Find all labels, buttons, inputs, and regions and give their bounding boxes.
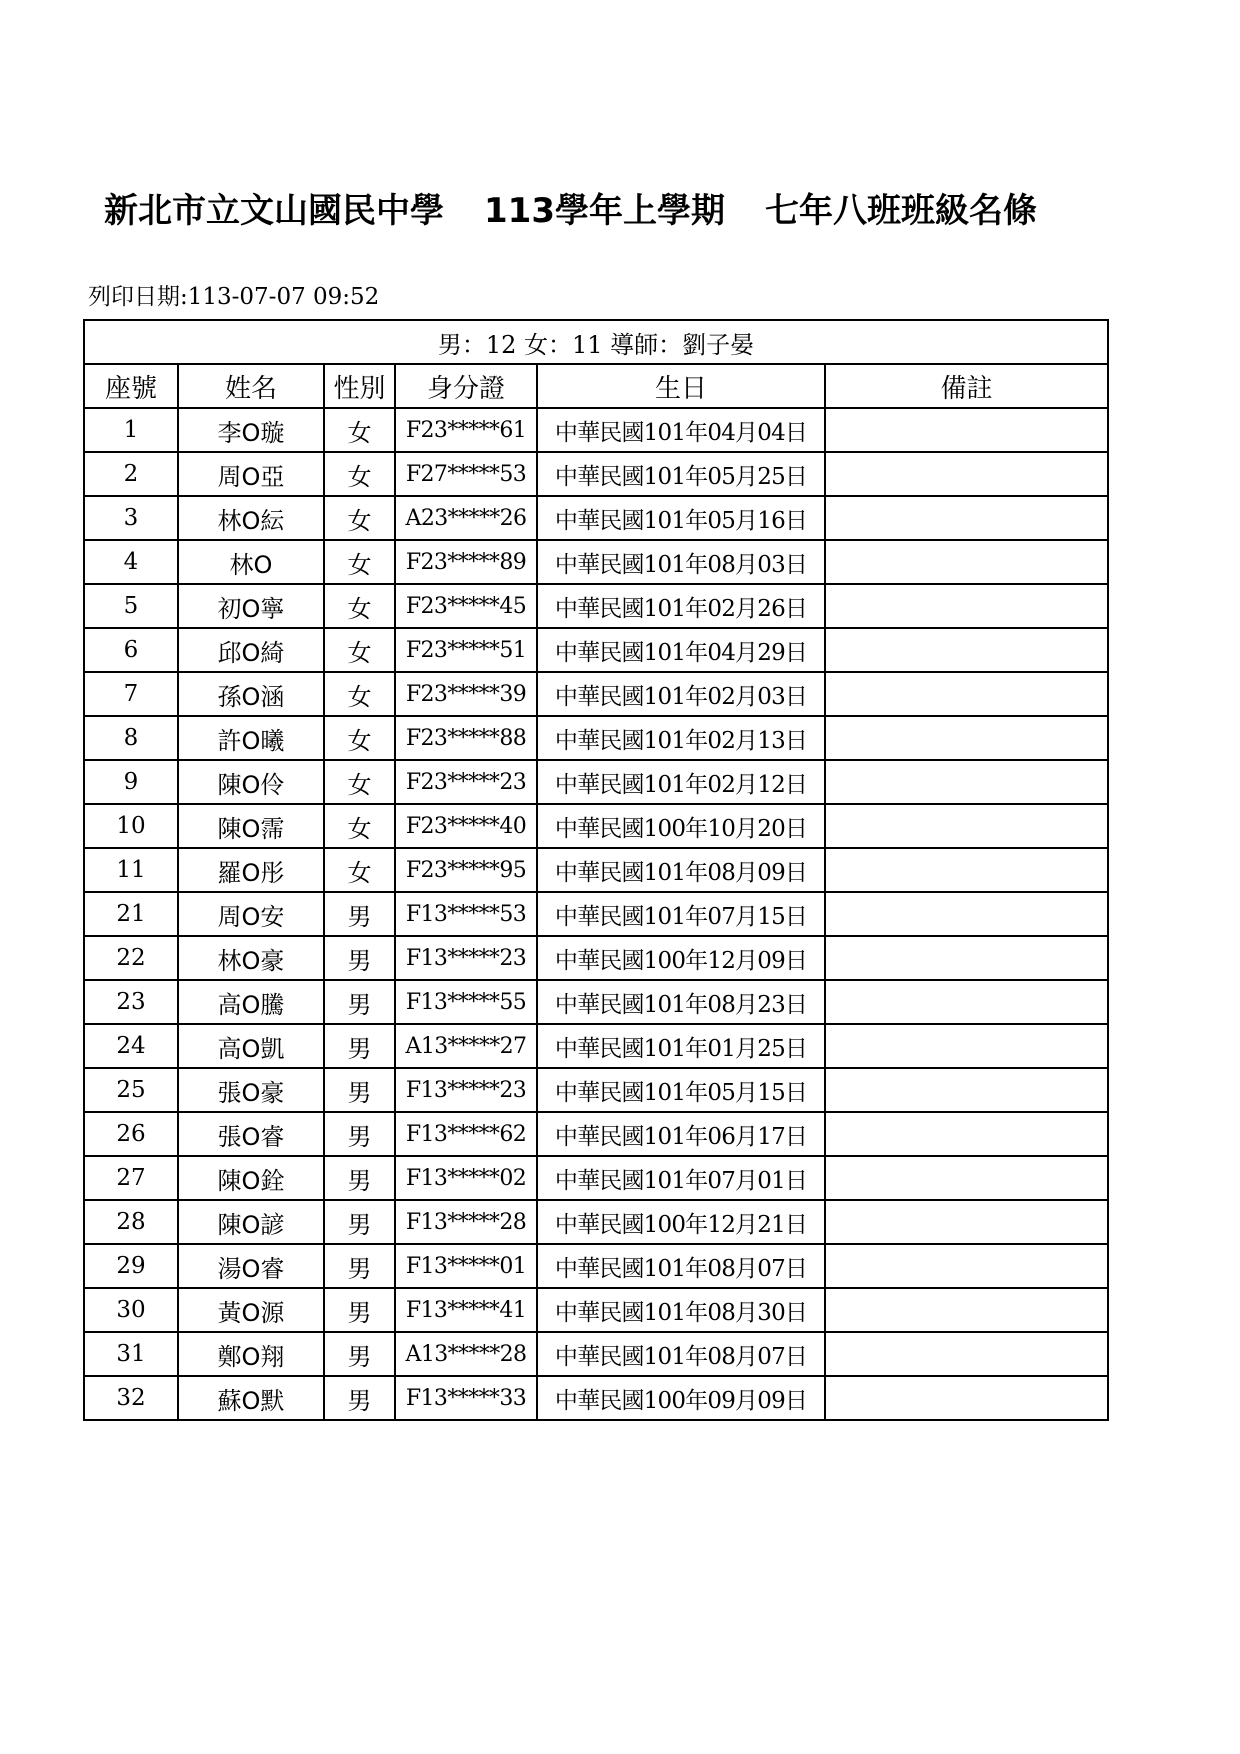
name-cell: 蘇O默 <box>178 1376 324 1420</box>
table-row <box>84 848 1108 892</box>
gender-cell: 男 <box>324 1332 395 1376</box>
column-header-id: 身分證 <box>395 364 537 408</box>
id-number-cell: F27*****53 <box>395 452 537 496</box>
seat-cell: 26 <box>84 1112 178 1156</box>
class-roster-table <box>83 319 1109 1421</box>
table-row <box>84 804 1108 848</box>
id-number-cell: F23*****23 <box>395 760 537 804</box>
table-row <box>84 760 1108 804</box>
birthday-cell: 中華民國101年04月04日 <box>537 408 825 452</box>
name-cell: 高O騰 <box>178 980 324 1024</box>
header-row <box>84 364 1108 408</box>
birthday-cell: 中華民國101年05月15日 <box>537 1068 825 1112</box>
seat-cell: 3 <box>84 496 178 540</box>
gender-cell: 女 <box>324 760 395 804</box>
id-number-cell: F13*****01 <box>395 1244 537 1288</box>
note-cell <box>825 452 1108 496</box>
gender-cell: 男 <box>324 1156 395 1200</box>
name-cell: 許O曦 <box>178 716 324 760</box>
name-cell: 周O安 <box>178 892 324 936</box>
note-cell <box>825 892 1108 936</box>
gender-cell: 女 <box>324 452 395 496</box>
seat-cell: 22 <box>84 936 178 980</box>
note-cell <box>825 980 1108 1024</box>
seat-cell: 24 <box>84 1024 178 1068</box>
class-title: 七年八班班級名條 <box>764 191 1037 231</box>
column-header-name: 姓名 <box>178 364 324 408</box>
id-number-cell: F23*****51 <box>395 628 537 672</box>
id-number-cell: A13*****27 <box>395 1024 537 1068</box>
name-cell: 林O紜 <box>178 496 324 540</box>
id-number-cell: F13*****02 <box>395 1156 537 1200</box>
id-number-cell: F13*****62 <box>395 1112 537 1156</box>
gender-cell: 女 <box>324 540 395 584</box>
birthday-cell: 中華民國101年07月15日 <box>537 892 825 936</box>
gender-cell: 男 <box>324 892 395 936</box>
id-number-cell: A13*****28 <box>395 1332 537 1376</box>
birthday-cell: 中華民國101年06月17日 <box>537 1112 825 1156</box>
note-cell <box>825 804 1108 848</box>
seat-cell: 23 <box>84 980 178 1024</box>
gender-cell: 女 <box>324 672 395 716</box>
name-cell: 林O <box>178 540 324 584</box>
seat-cell: 32 <box>84 1376 178 1420</box>
id-number-cell: F13*****41 <box>395 1288 537 1332</box>
column-header-gender: 性別 <box>324 364 395 408</box>
birthday-cell: 中華民國101年08月07日 <box>537 1244 825 1288</box>
note-cell <box>825 1112 1108 1156</box>
name-cell: 周O亞 <box>178 452 324 496</box>
id-number-cell: F23*****40 <box>395 804 537 848</box>
seat-cell: 9 <box>84 760 178 804</box>
seat-cell: 6 <box>84 628 178 672</box>
name-cell: 李O璇 <box>178 408 324 452</box>
birthday-cell: 中華民國101年02月12日 <box>537 760 825 804</box>
birthday-cell: 中華民國101年04月29日 <box>537 628 825 672</box>
birthday-cell: 中華民國101年02月26日 <box>537 584 825 628</box>
note-cell <box>825 760 1108 804</box>
note-cell <box>825 936 1108 980</box>
name-cell: 陳O伶 <box>178 760 324 804</box>
seat-cell: 11 <box>84 848 178 892</box>
birthday-cell: 中華民國101年05月25日 <box>537 452 825 496</box>
roster-body <box>84 408 1108 1420</box>
id-number-cell: F23*****88 <box>395 716 537 760</box>
table-row <box>84 672 1108 716</box>
name-cell: 高O凱 <box>178 1024 324 1068</box>
gender-cell: 男 <box>324 1244 395 1288</box>
name-cell: 邱O綺 <box>178 628 324 672</box>
name-cell: 孫O涵 <box>178 672 324 716</box>
seat-cell: 10 <box>84 804 178 848</box>
id-number-cell: A23*****26 <box>395 496 537 540</box>
table-row <box>84 628 1108 672</box>
column-header-note: 備註 <box>825 364 1108 408</box>
seat-cell: 30 <box>84 1288 178 1332</box>
gender-cell: 男 <box>324 1200 395 1244</box>
name-cell: 張O睿 <box>178 1112 324 1156</box>
seat-cell: 31 <box>84 1332 178 1376</box>
seat-cell: 7 <box>84 672 178 716</box>
column-header-seat: 座號 <box>84 364 178 408</box>
note-cell <box>825 1156 1108 1200</box>
id-number-cell: F13*****28 <box>395 1200 537 1244</box>
note-cell <box>825 540 1108 584</box>
table-row <box>84 892 1108 936</box>
table-row <box>84 1288 1108 1332</box>
column-header-birthday: 生日 <box>537 364 825 408</box>
birthday-cell: 中華民國100年12月21日 <box>537 1200 825 1244</box>
id-number-cell: F23*****61 <box>395 408 537 452</box>
seat-cell: 5 <box>84 584 178 628</box>
table-row <box>84 408 1108 452</box>
table-row <box>84 1068 1108 1112</box>
gender-cell: 男 <box>324 1112 395 1156</box>
name-cell: 黃O源 <box>178 1288 324 1332</box>
id-number-cell: F13*****53 <box>395 892 537 936</box>
table-row <box>84 584 1108 628</box>
seat-cell: 21 <box>84 892 178 936</box>
table-row <box>84 1332 1108 1376</box>
summary-cell: 男：12 女：11 導師：劉子晏 <box>84 320 1108 364</box>
name-cell: 羅O彤 <box>178 848 324 892</box>
birthday-cell: 中華民國100年10月20日 <box>537 804 825 848</box>
document-title <box>104 186 1144 236</box>
note-cell <box>825 1200 1108 1244</box>
name-cell: 初O寧 <box>178 584 324 628</box>
table-row <box>84 1200 1108 1244</box>
table-row <box>84 1244 1108 1288</box>
note-cell <box>825 628 1108 672</box>
school-name: 新北市立文山國民中學 <box>104 191 444 231</box>
term-label: 113學年上學期 <box>484 191 725 231</box>
gender-cell: 男 <box>324 1024 395 1068</box>
table-row <box>84 496 1108 540</box>
birthday-cell: 中華民國101年08月23日 <box>537 980 825 1024</box>
birthday-cell: 中華民國101年02月03日 <box>537 672 825 716</box>
birthday-cell: 中華民國100年12月09日 <box>537 936 825 980</box>
id-number-cell: F13*****55 <box>395 980 537 1024</box>
id-number-cell: F23*****45 <box>395 584 537 628</box>
gender-cell: 女 <box>324 408 395 452</box>
table-row <box>84 980 1108 1024</box>
seat-cell: 25 <box>84 1068 178 1112</box>
birthday-cell: 中華民國101年02月13日 <box>537 716 825 760</box>
seat-cell: 27 <box>84 1156 178 1200</box>
table-row <box>84 540 1108 584</box>
note-cell <box>825 1244 1108 1288</box>
table-row <box>84 1156 1108 1200</box>
gender-cell: 女 <box>324 804 395 848</box>
name-cell: 林O豪 <box>178 936 324 980</box>
table-row <box>84 1376 1108 1420</box>
gender-cell: 女 <box>324 848 395 892</box>
name-cell: 張O豪 <box>178 1068 324 1112</box>
note-cell <box>825 1024 1108 1068</box>
gender-cell: 男 <box>324 1376 395 1420</box>
name-cell: 陳O銓 <box>178 1156 324 1200</box>
note-cell <box>825 1376 1108 1420</box>
id-number-cell: F13*****23 <box>395 936 537 980</box>
id-number-cell: F13*****23 <box>395 1068 537 1112</box>
note-cell <box>825 1068 1108 1112</box>
print-date: 列印日期:113-07-07 09:52 <box>88 284 380 310</box>
note-cell <box>825 716 1108 760</box>
summary-row <box>84 320 1108 364</box>
birthday-cell: 中華民國101年01月25日 <box>537 1024 825 1068</box>
birthday-cell: 中華民國101年05月16日 <box>537 496 825 540</box>
id-number-cell: F13*****33 <box>395 1376 537 1420</box>
table-row <box>84 452 1108 496</box>
id-number-cell: F23*****89 <box>395 540 537 584</box>
birthday-cell: 中華民國101年08月03日 <box>537 540 825 584</box>
birthday-cell: 中華民國101年08月07日 <box>537 1332 825 1376</box>
note-cell <box>825 584 1108 628</box>
note-cell <box>825 1288 1108 1332</box>
seat-cell: 4 <box>84 540 178 584</box>
seat-cell: 1 <box>84 408 178 452</box>
name-cell: 陳O霈 <box>178 804 324 848</box>
note-cell <box>825 848 1108 892</box>
seat-cell: 2 <box>84 452 178 496</box>
table-row <box>84 1024 1108 1068</box>
note-cell <box>825 496 1108 540</box>
birthday-cell: 中華民國101年07月01日 <box>537 1156 825 1200</box>
gender-cell: 男 <box>324 980 395 1024</box>
gender-cell: 女 <box>324 496 395 540</box>
gender-cell: 男 <box>324 936 395 980</box>
table-row <box>84 716 1108 760</box>
gender-cell: 男 <box>324 1068 395 1112</box>
name-cell: 鄭O翔 <box>178 1332 324 1376</box>
birthday-cell: 中華民國101年08月09日 <box>537 848 825 892</box>
gender-cell: 女 <box>324 584 395 628</box>
note-cell <box>825 1332 1108 1376</box>
name-cell: 陳O諺 <box>178 1200 324 1244</box>
note-cell <box>825 408 1108 452</box>
table-row <box>84 936 1108 980</box>
gender-cell: 女 <box>324 716 395 760</box>
gender-cell: 女 <box>324 628 395 672</box>
id-number-cell: F23*****95 <box>395 848 537 892</box>
name-cell: 湯O睿 <box>178 1244 324 1288</box>
seat-cell: 28 <box>84 1200 178 1244</box>
seat-cell: 29 <box>84 1244 178 1288</box>
gender-cell: 男 <box>324 1288 395 1332</box>
table-row <box>84 1112 1108 1156</box>
note-cell <box>825 672 1108 716</box>
seat-cell: 8 <box>84 716 178 760</box>
birthday-cell: 中華民國100年09月09日 <box>537 1376 825 1420</box>
id-number-cell: F23*****39 <box>395 672 537 716</box>
birthday-cell: 中華民國101年08月30日 <box>537 1288 825 1332</box>
